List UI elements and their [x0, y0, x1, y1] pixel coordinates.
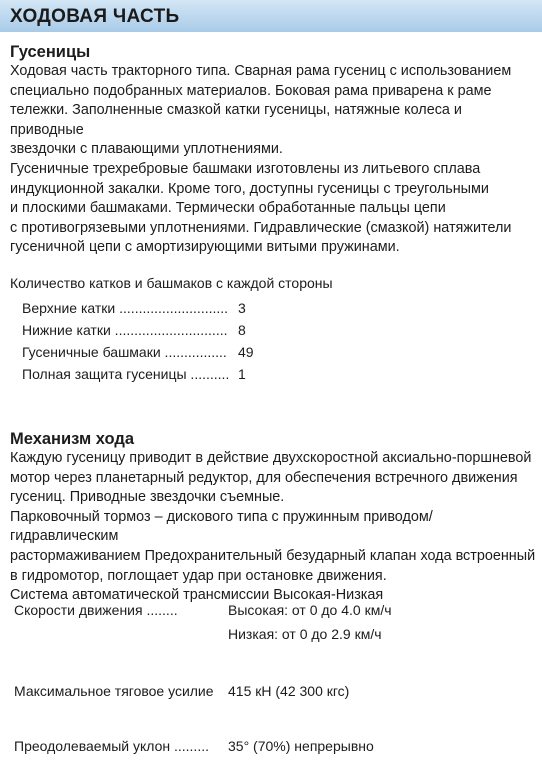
speed-low-value: Низкая: от 0 до 2.9 км/ч	[228, 626, 382, 642]
count-label: Нижние катки .....	[22, 322, 228, 338]
count-row	[22, 297, 254, 319]
count-row	[22, 319, 254, 341]
speed-high-value: Высокая: от 0 до 4.0 км/ч	[228, 602, 392, 618]
grade-value: 35° (70%) непрерывно	[228, 738, 374, 754]
section-header	[0, 0, 542, 32]
count-value: 1	[238, 366, 246, 382]
travel-heading: Механизм хода	[10, 430, 135, 448]
tracks-heading: Гусеницы	[10, 43, 91, 61]
travel-body: Каждую гусеницу приводит в действие двухскоростной аксиально-поршневой мотор через планетарный редуктор, для обеспечения встречного движения гусениц. Приводные звездочки съемные. Парковочный тормоз – дискового типа с пружинным приводом/гидравлическим растормаживанием Предохранительный безударный клапан хода встроенный в гидромотор, поглощает удар при остановке движения. Система автоматической трансмиссии Высокая-Низкая	[10, 450, 536, 604]
speed-label: Скорости движения ........	[14, 602, 178, 618]
count-label: Верхние катки .....	[22, 300, 228, 316]
count-table	[22, 297, 254, 385]
pull-label: Максимальное тяговое усилие	[14, 683, 214, 699]
tracks-body: Ходовая часть тракторного типа. Сварная рама гусениц с использованием специально подобранных материалов. Боковая рама приварена к раме тележки. Заполненные смазкой катки гусеницы, натяжные колеса и приводные звездочки с плавающими уплотнениями. Гусеничные трехребровые башмаки изготовлены из литьевого сплава индукционной закалки. Кроме того, доступны гусеницы с треугольными и плоскими башмаками. Термически обработанные пальцы цепи с противогрязевыми уплотнениями. Гидравлические (смазкой) натяжители гусеничной цепи с амортизирующими витыми пружинами.	[10, 63, 512, 256]
count-title: Количество катков и башмаков с каждой стороны	[10, 275, 333, 291]
count-label: Гусеничные башмаки .....	[22, 344, 228, 360]
count-value: 49	[238, 344, 254, 360]
grade-label: Преодолеваемый уклон .........	[14, 738, 209, 754]
count-title-block	[10, 274, 538, 293]
pull-value: 415 кН (42 300 кгс)	[228, 683, 350, 699]
count-label: Полная защита гусеницы .....	[22, 366, 228, 382]
tracks-section	[10, 42, 538, 258]
travel-section	[10, 429, 538, 606]
count-value: 8	[238, 322, 246, 338]
count-row	[22, 363, 254, 385]
section-title: ХОДОВАЯ ЧАСТЬ	[10, 6, 180, 27]
count-value: 3	[238, 300, 246, 316]
count-row	[22, 341, 254, 363]
